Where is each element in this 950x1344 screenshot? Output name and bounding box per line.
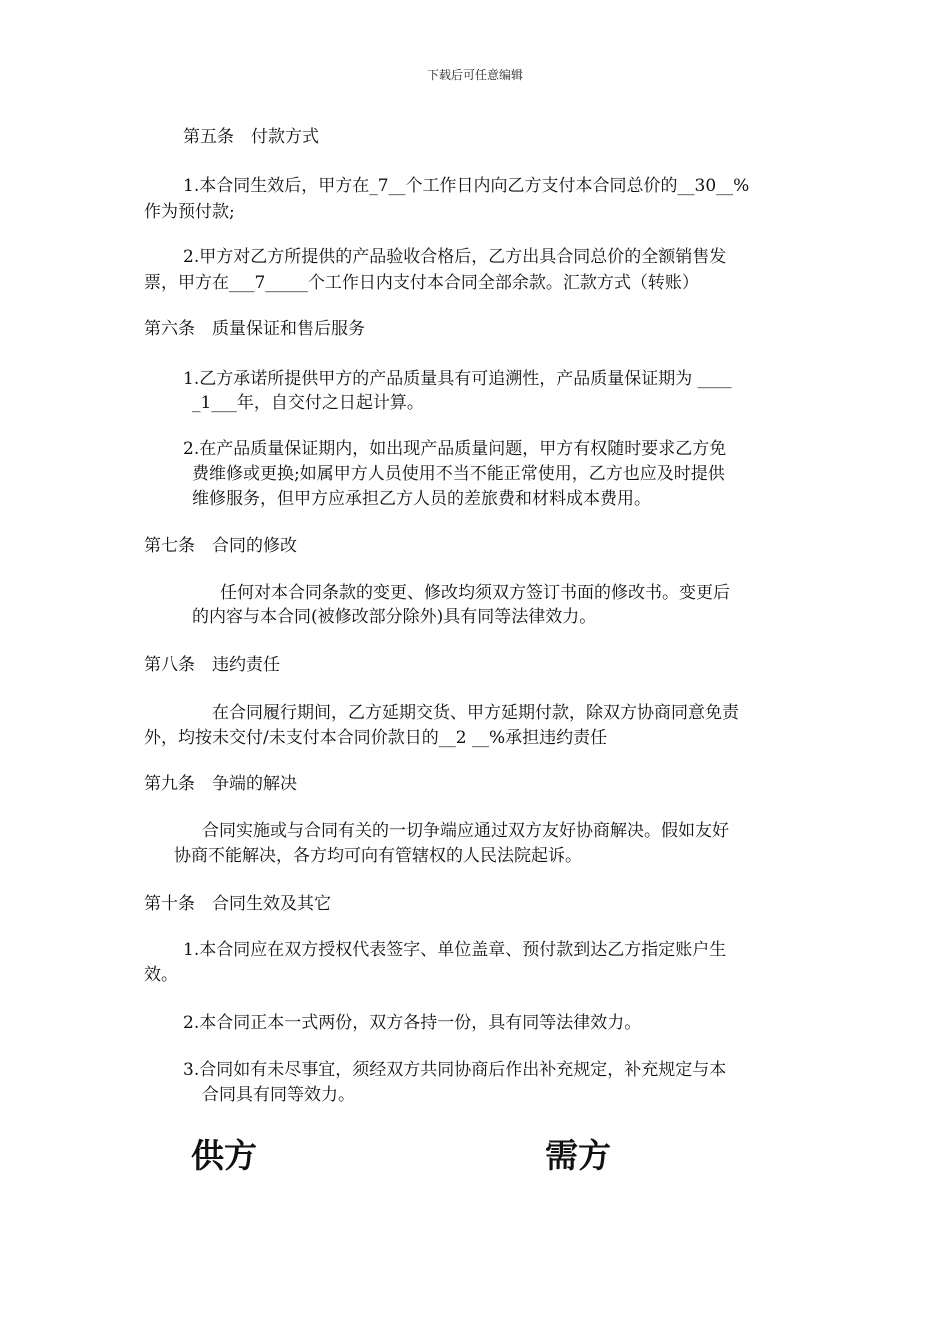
article-9-title: 第九条 争端的解决: [144, 774, 297, 794]
article-7-para-1-line-2: 的内容与本合同(被修改部分除外)具有同等法律效力。: [192, 607, 597, 627]
article-10-para-2-line-1: 2.本合同正本一式两份，双方各持一份，具有同等法律效力。: [183, 1013, 642, 1033]
article-10-para-1-line-1: 1.本合同应在双方授权代表签字、单位盖章、预付款到达乙方指定账户生: [183, 940, 727, 960]
article-5-title: 第五条 付款方式: [183, 127, 319, 147]
article-10-para-1-line-2: 效。: [144, 965, 178, 985]
article-8-title: 第八条 违约责任: [144, 655, 280, 675]
article-6-para-2-line-3: 维修服务，但甲方应承担乙方人员的差旅费和材料成本费用。: [192, 489, 651, 509]
article-9-para-1-line-1: 合同实施或与合同有关的一切争端应通过双方友好协商解决。假如友好: [202, 821, 729, 841]
article-6-para-2-line-2: 费维修或更换;如属甲方人员使用不当不能正常使用，乙方也应及时提供: [192, 464, 725, 484]
article-10-para-3-line-1: 3.合同如有未尽事宜，须经双方共同协商后作出补充规定，补充规定与本: [183, 1060, 727, 1080]
supplier-signature-label: 供方: [191, 1136, 257, 1175]
article-7-para-1-line-1: 任何对本合同条款的变更、修改均须双方签订书面的修改书。变更后: [220, 583, 730, 603]
article-10-title: 第十条 合同生效及其它: [144, 894, 331, 914]
article-6-title: 第六条 质量保证和售后服务: [144, 319, 365, 339]
article-8-para-1-line-2: 外，均按未交付/未支付本合同价款日的__2 __%承担违约责任: [144, 728, 608, 748]
article-5-para-2-line-1: 2.甲方对乙方所提供的产品验收合格后，乙方出具合同总价的全额销售发: [183, 247, 727, 267]
page-header-note: 下载后可任意编辑: [426, 68, 523, 82]
article-6-para-2-line-1: 2.在产品质量保证期内，如出现产品质量问题，甲方有权随时要求乙方免: [183, 439, 727, 459]
buyer-signature-label: 需方: [545, 1136, 611, 1175]
article-5-para-2-line-2: 票，甲方在___7_____个工作日内支付本合同全部余款。汇款方式（转账）: [144, 273, 699, 293]
article-8-para-1-line-1: 在合同履行期间，乙方延期交货、甲方延期付款，除双方协商同意免责: [212, 703, 739, 723]
article-9-para-1-line-2: 协商不能解决，各方均可向有管辖权的人民法院起诉。: [174, 846, 582, 866]
article-6-para-1-line-2: _1___年，自交付之日起计算。: [192, 393, 424, 413]
article-6-para-1-line-1: 1.乙方承诺所提供甲方的产品质量具有可追溯性，产品质量保证期为 ____: [183, 369, 732, 389]
article-10-para-3-line-2: 合同具有同等效力。: [202, 1085, 355, 1105]
article-5-para-1-line-2: 作为预付款;: [144, 202, 235, 222]
article-7-title: 第七条 合同的修改: [144, 536, 297, 556]
article-5-para-1-line-1: 1.本合同生效后，甲方在_7__个工作日内向乙方支付本合同总价的__30__%: [183, 176, 750, 196]
